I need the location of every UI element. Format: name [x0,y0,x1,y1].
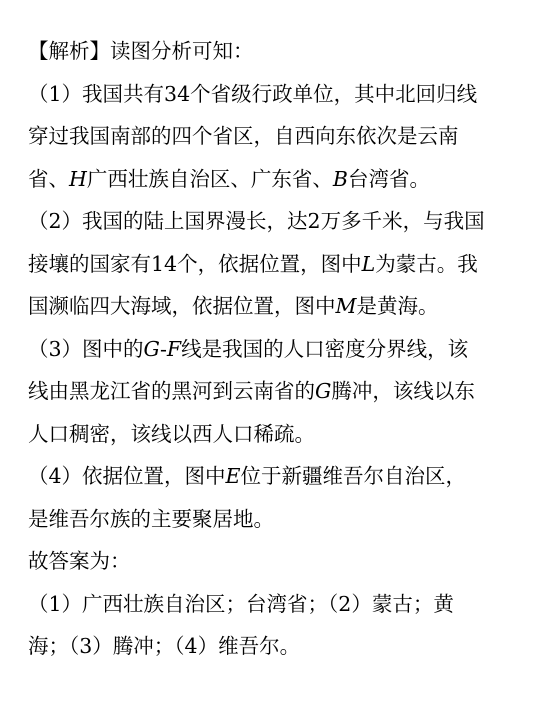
number-text: 2 [48,209,62,233]
text-line [28,498,528,541]
text-segment: ）我国共有 [61,81,165,106]
number-text: 1 [48,591,62,616]
text-line [28,115,528,158]
text-segment: 腾冲，该线以东 [331,379,475,403]
math-variable: H [69,166,87,191]
text-segment: （ [28,464,49,488]
math-variable: L [361,251,376,276]
math-variable: M [335,294,357,318]
answer-explanation [28,30,528,668]
text-segment: 故答案为： [28,549,131,573]
number-text: 14 [151,251,178,276]
text-segment: 线由黑龙江省的黑河到云南省的 [28,379,315,403]
text-segment: 台湾省。 [347,166,430,191]
math-variable: B [332,166,348,191]
text-segment: （ [28,336,49,361]
text-segment: 省、 [28,166,69,191]
text-segment: ）维吾尔。 [197,634,301,658]
text-line [28,583,528,626]
text-line [28,158,528,201]
text-line [28,328,528,371]
text-segment: 个省级行政单位，其中北回归线 [190,81,478,106]
text-segment: 位于新疆维吾尔自治区， [240,464,467,488]
number-text: 2 [307,209,321,233]
text-line [28,285,528,328]
text-segment: ）蒙古；黄 [351,591,454,616]
text-line [28,73,528,116]
text-line [28,200,528,243]
text-segment: （ [28,209,49,233]
text-segment: （ [28,591,49,616]
number-text: 34 [164,81,191,106]
text-line [28,455,528,498]
number-text: 1 [48,81,62,106]
text-line [28,540,528,583]
text-segment: 个，依据位置，图中 [177,251,362,276]
number-text: 4 [184,634,198,658]
text-line [28,413,528,456]
text-line [28,30,528,73]
text-line [28,625,528,668]
text-segment: ）腾冲；（ [92,634,185,658]
text-segment: 万多千米，与我国 [320,209,485,233]
number-text: 3 [79,634,93,658]
text-segment: 接壤的国家有 [28,251,151,276]
text-segment: 是维吾尔族的主要聚居地。 [28,506,274,531]
math-variable: E [225,464,241,488]
number-text: - [159,336,167,361]
text-segment: （ [28,81,49,106]
math-variable: F [166,336,182,361]
text-segment: 为蒙古。我 [375,251,478,276]
number-text: 3 [48,336,62,361]
number-text: 2 [338,591,352,616]
text-segment: ）我国的陆上国界漫长，达 [61,209,308,233]
text-segment: 【解析】读图分析可知： [28,39,254,63]
text-segment: 穿过我国南部的四个省区，自西向东依次是云南 [28,124,459,148]
math-variable: G [143,336,160,361]
text-line [28,370,528,413]
text-segment: ）广西壮族自治区；台湾省；（ [61,591,339,616]
text-segment: 人口稠密，该线以西人口稀疏。 [28,421,315,446]
text-segment: 国濒临四大海域，依据位置，图中 [28,294,336,318]
math-variable: G [315,379,332,403]
text-segment: 广西壮族自治区、广东省、 [86,166,333,191]
text-segment: 是黄海。 [356,294,439,318]
text-segment: ）依据位置，图中 [61,464,226,488]
text-line [28,243,528,286]
text-segment: 海；（ [28,634,80,658]
number-text: 4 [48,464,62,488]
text-segment: ）图中的 [61,336,144,361]
text-segment: 线是我国的人口密度分界线，该 [181,336,469,361]
